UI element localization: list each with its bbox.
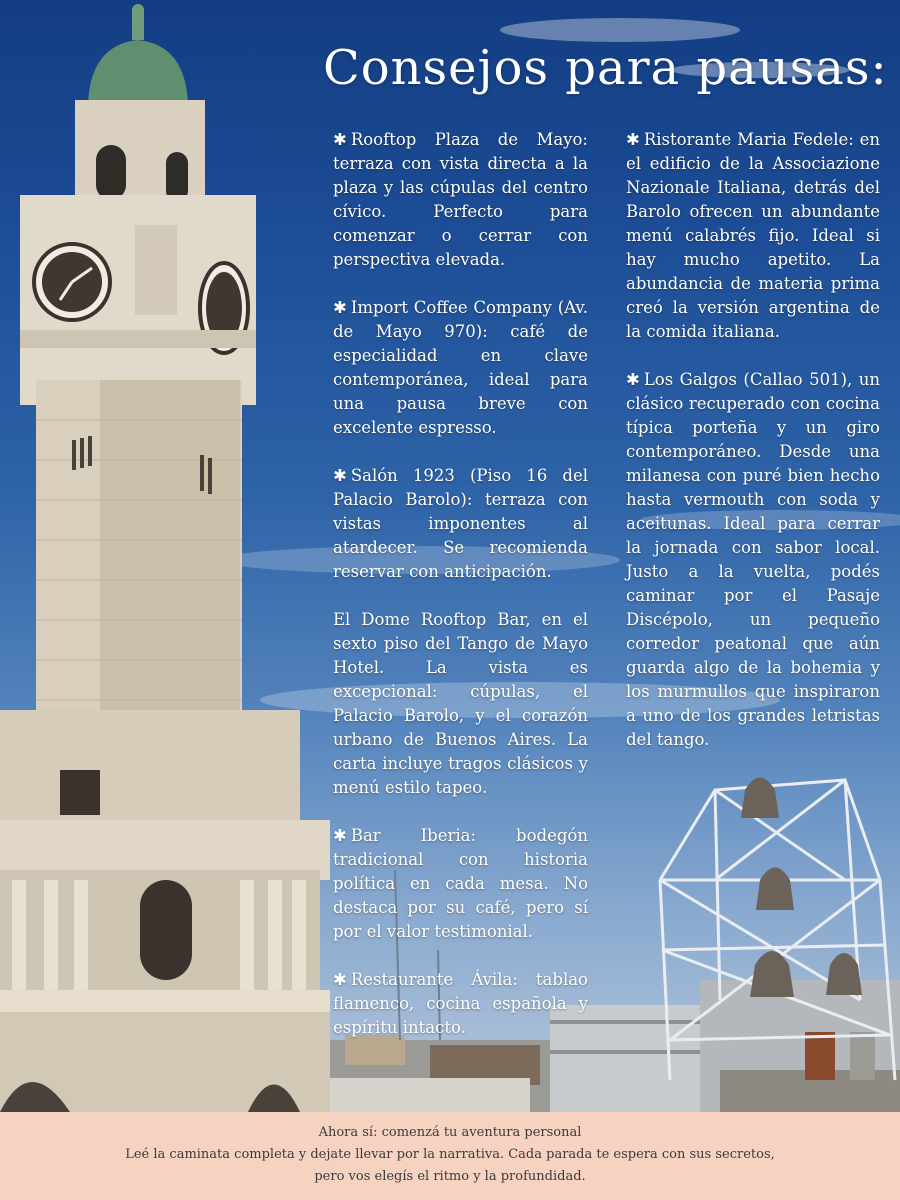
asterisk-bullet-icon: ✱ — [333, 970, 347, 989]
tip-text: Ristorante Maria Fedele: en el edificio de la Associazione Nazionale Italiana, detrás del Barolo ofrecen un abundante menú calabrés fijo. Ideal si hay mucho apetito. La abundancia de materia prima creó la versión argentina de la comida italiana. — [626, 130, 880, 341]
tip-item — [333, 608, 588, 800]
tip-text: Rooftop Plaza de Mayo: terraza con vista directa a la plaza y las cúpulas del centro cívico. Perfecto para comenzar o cerrar con perspectiva elevada. — [333, 130, 588, 269]
footer-line-3: pero vos elegís el ritmo y la profundidad. — [314, 1169, 586, 1184]
page-title: Consejos para pausas: — [323, 40, 888, 96]
tip-item — [333, 464, 588, 584]
asterisk-bullet-icon: ✱ — [333, 826, 347, 845]
tip-item — [626, 368, 880, 752]
tip-text: Salón 1923 (Piso 16 del Palacio Barolo): terraza con vistas imponentes al atardecer. Se recomienda reservar con anticipación. — [333, 466, 588, 581]
tip-item — [333, 968, 588, 1040]
footer-line-1: Ahora sí: comenzá tu aventura personal — [318, 1125, 582, 1140]
asterisk-bullet-icon: ✱ — [333, 466, 347, 485]
footer-line-2: Leé la caminata completa y dejate llevar por la narrativa. Cada parada te espera con sus secretos, — [125, 1147, 775, 1162]
tip-text: Import Coffee Company (Av. de Mayo 970): café de especialidad en clave contemporánea, ideal para una pausa breve con excelente espresso. — [333, 298, 588, 437]
tip-text: Restaurante Ávila: tablao flamenco, cocina española y espíritu intacto. — [333, 970, 588, 1037]
tip-text: Bar Iberia: bodegón tradicional con historia política en cada mesa. No destaca por su café, pero sí por el valor testimonial. — [333, 826, 588, 941]
asterisk-bullet-icon: ✱ — [333, 298, 347, 317]
footer-banner — [0, 1112, 900, 1200]
right-tips-column — [626, 128, 880, 776]
tip-item — [333, 128, 588, 272]
asterisk-bullet-icon: ✱ — [626, 130, 640, 149]
tip-item — [333, 296, 588, 440]
asterisk-bullet-icon: ✱ — [333, 130, 347, 149]
left-tips-column — [333, 128, 588, 1064]
asterisk-bullet-icon: ✱ — [626, 370, 640, 389]
tip-text: Los Galgos (Callao 501), un clásico recuperado con cocina típica porteña y un giro contemporáneo. Desde una milanesa con puré bien hecho hasta vermouth con soda y aceitunas. Ideal para cerrar la jornada con sabor local. Justo a la vuelta, podés caminar por el Pasaje Discépolo, un pequeño corredor peatonal que aún guarda algo de la bohemia y los murmullos que inspiraron a uno de los grandes letristas del tango. — [626, 370, 880, 749]
tip-text: El Dome Rooftop Bar, en el sexto piso del Tango de Mayo Hotel. La vista es excepcional: cúpulas, el Palacio Barolo, y el corazón urbano de Buenos Aires. La carta incluye tragos clásicos y menú estilo tapeo. — [333, 610, 588, 797]
tip-item — [626, 128, 880, 344]
tip-item — [333, 824, 588, 944]
